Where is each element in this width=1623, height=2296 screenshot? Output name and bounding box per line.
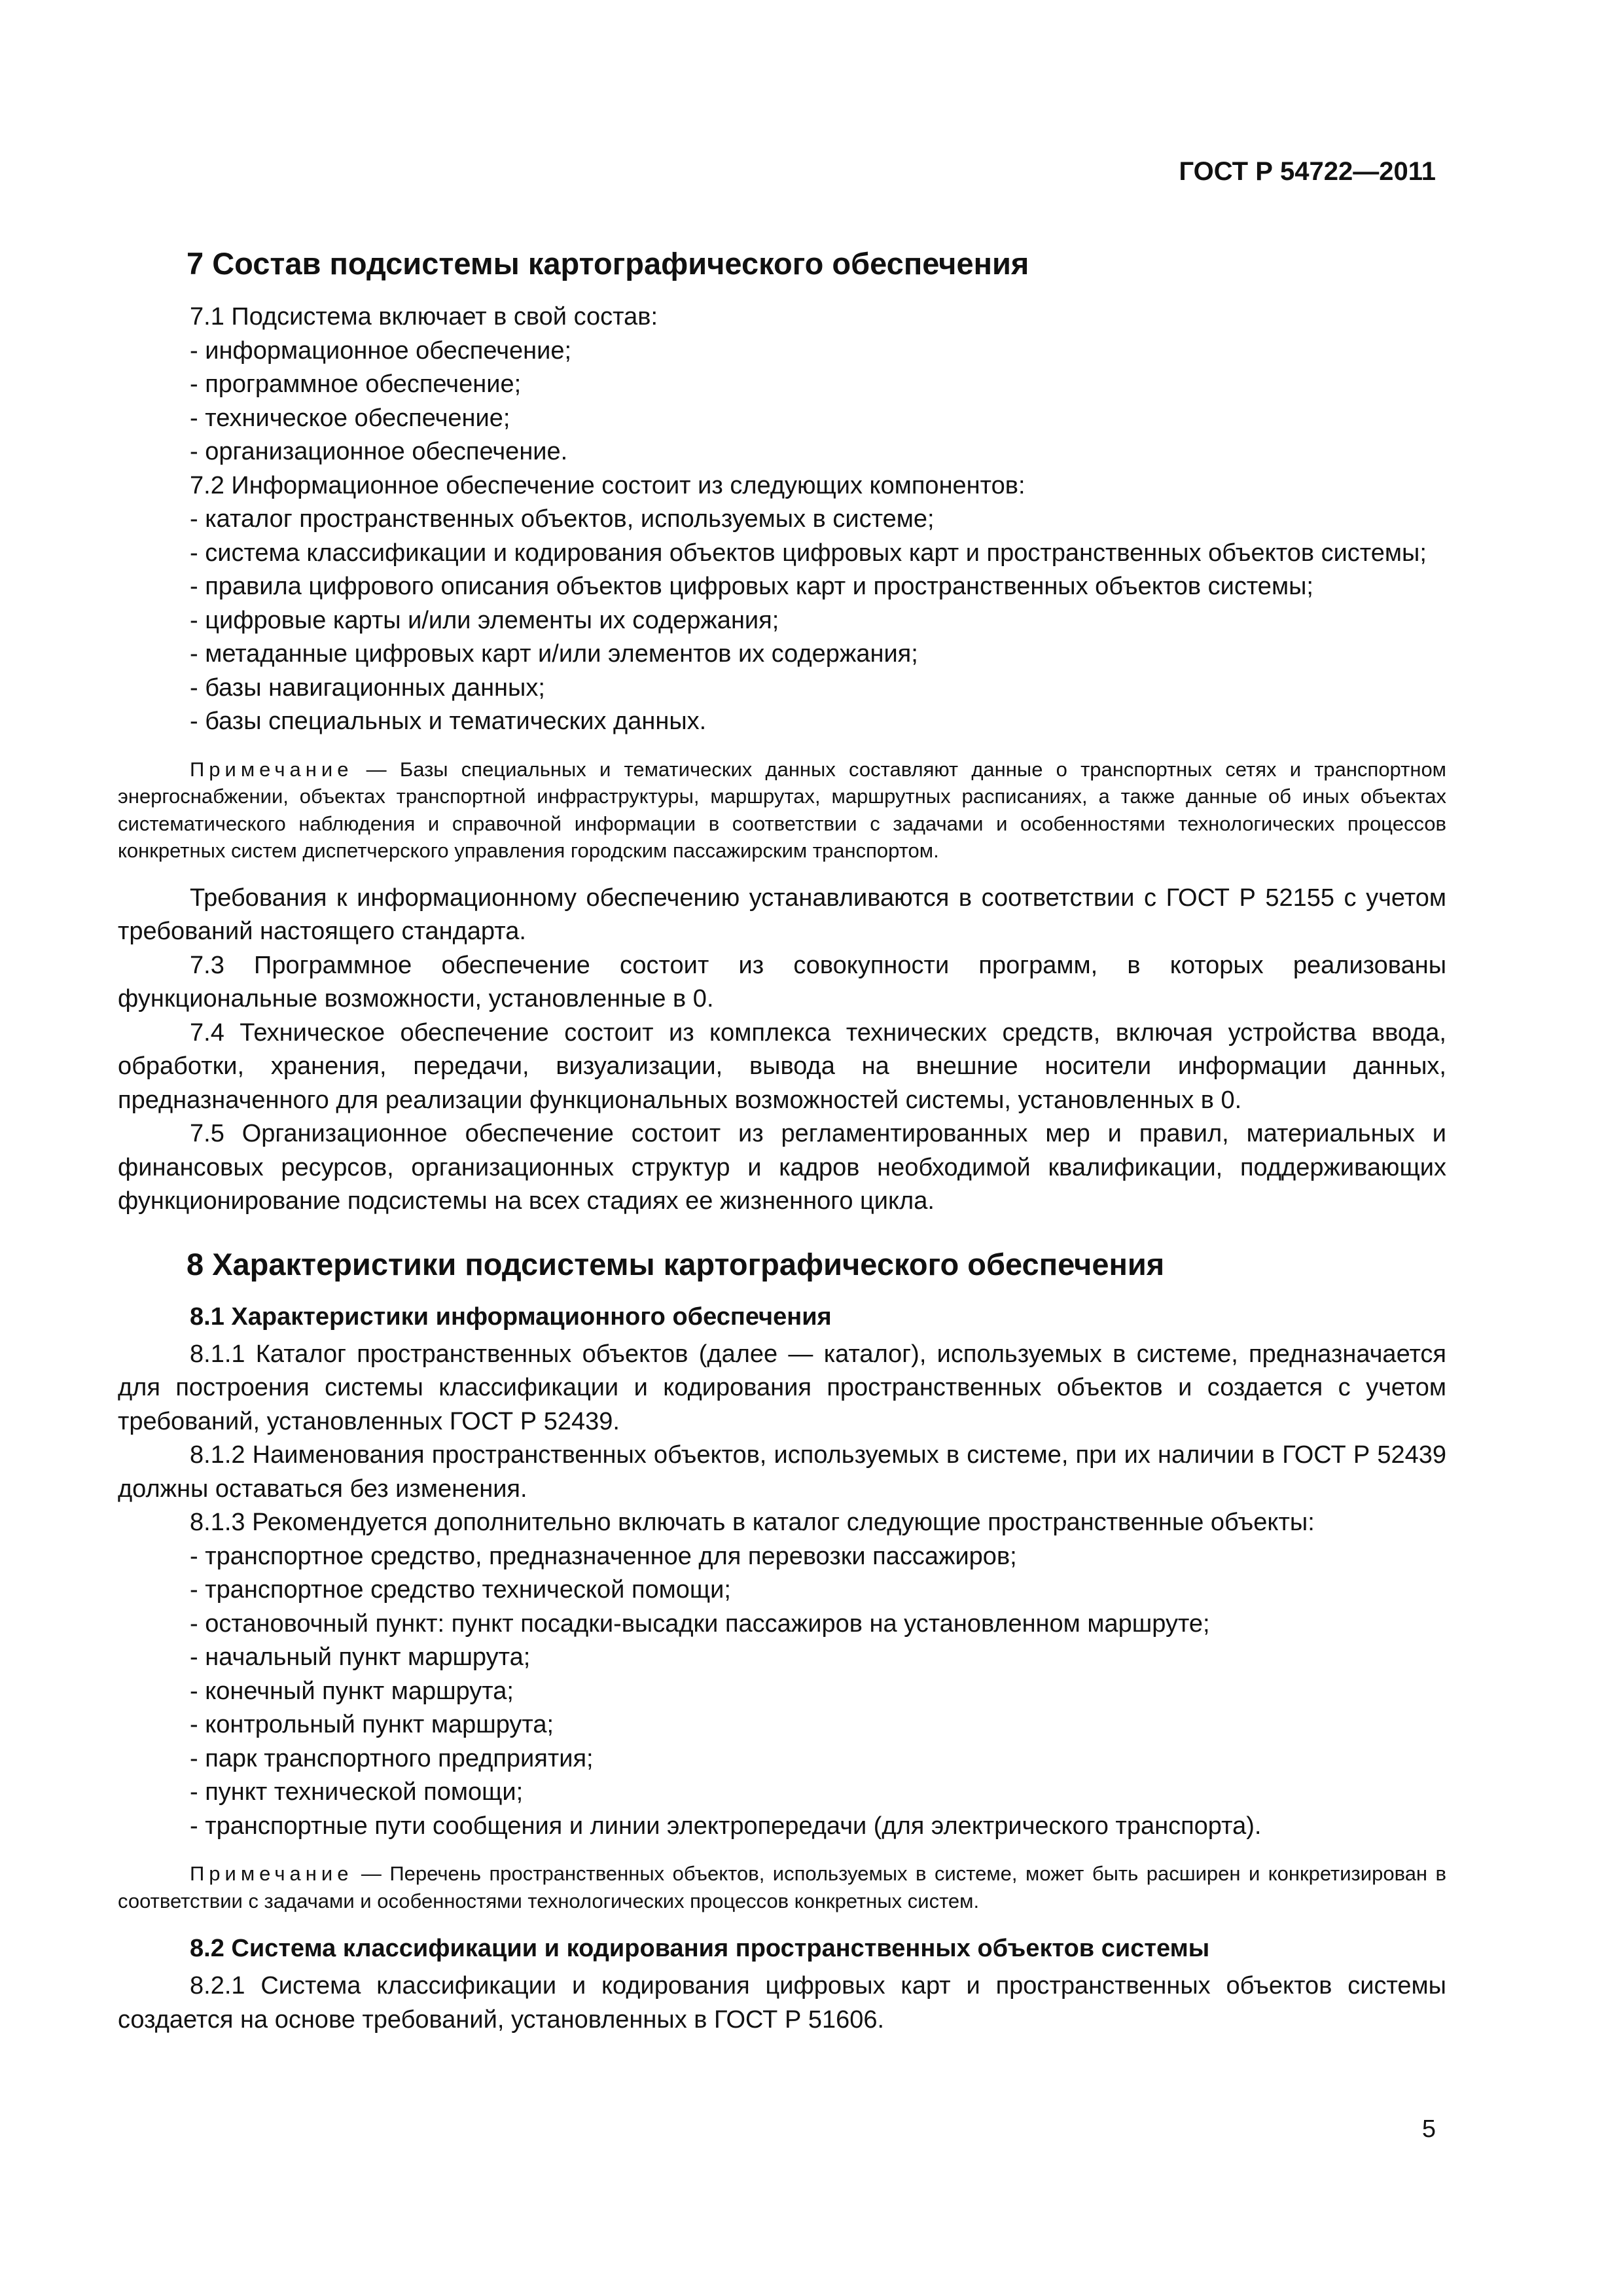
note-block: [118, 756, 1446, 865]
list-item: - транспортное средство технической помощи;: [190, 1576, 731, 1604]
list-item: - пункт технической помощи;: [190, 1778, 524, 1806]
note-text: — Базы специальных и тематических данных составляют данные о транспортных сетях и транспортном энергоснабжении, объектах транспортной инфраструктуры, маршрутах, маршрутных расписаниях, а также данные об иных объектах систематического наблюдения и справочной информации в соответствии с задачами и особенностями технологических процессов конкретных систем диспетчерского управления городским пассажирским транспортом.: [118, 757, 1446, 862]
section-7-title: 7 Состав подсистемы картографического обеспечения: [187, 246, 1029, 281]
note-text: — Перечень пространственных объектов, используемых в системе, может быть расширен и конкретизирован в соответствии с задачами и особенностями технологических процессов конкретных систем.: [118, 1862, 1446, 1912]
list-item: - парк транспортного предприятия;: [190, 1744, 594, 1772]
list-item: - программное обеспечение;: [190, 370, 522, 398]
list-item: - цифровые карты и/или элементы их содержания;: [190, 606, 779, 634]
list-item: - транспортное средство, предназначенное для перевозки пассажиров;: [190, 1542, 1017, 1570]
paragraph-8-1-2: 8.1.2 Наименования пространственных объектов, используемых в системе, при их наличии в ГОСТ Р 52439 должны оставаться без изменения.: [118, 1441, 1446, 1503]
list-item: - каталог пространственных объектов, используемых в системе;: [190, 505, 935, 533]
subsection-8-1-title: 8.1 Характеристики информационного обеспечения: [190, 1302, 832, 1331]
section-8-title: 8 Характеристики подсистемы картографического обеспечения: [187, 1246, 1165, 1282]
list-item: - остановочный пункт: пункт посадки-высадки пассажиров на установленном маршруте;: [190, 1609, 1210, 1638]
paragraph-7-2: 7.2 Информационное обеспечение состоит из следующих компонентов:: [190, 471, 1026, 499]
list-item: - правила цифрового описания объектов цифровых карт и пространственных объектов системы;: [190, 573, 1313, 600]
paragraph-requirements: Требования к информационному обеспечению устанавливаются в соответствии с ГОСТ Р 52155 с учетом требований настоящего стандарта.: [118, 884, 1446, 945]
list-item: - начальный пункт маршрута;: [190, 1643, 531, 1671]
list-item: - информационное обеспечение;: [190, 336, 572, 365]
list-item: - система классификации и кодирования объектов цифровых карт и пространственных объектов системы;: [190, 539, 1427, 567]
document-code: ГОСТ Р 54722—2011: [1179, 157, 1436, 186]
list-item: - базы специальных и тематических данных.: [190, 708, 707, 735]
paragraph-8-1-1: 8.1.1 Каталог пространственных объектов (далее — каталог), используемых в системе, предназначается для построения системы классификации и кодирования пространственных объектов и создается с учетом требований, установленных ГОСТ Р 52439.: [118, 1340, 1446, 1435]
list-item: - транспортные пути сообщения и линии электропередачи (для электрического транспорта).: [190, 1812, 1262, 1840]
document-body: [118, 232, 1446, 2037]
list-item: - конечный пункт маршрута;: [190, 1677, 514, 1705]
paragraph-8-1-3: 8.1.3 Рекомендуется дополнительно включать в каталог следующие пространственные объекты:: [190, 1509, 1315, 1536]
paragraph-8-2-1: 8.2.1 Система классификации и кодирования цифровых карт и пространственных объектов системы создается на основе требований, установленных в ГОСТ Р 51606.: [118, 1972, 1446, 2034]
paragraph-7-4: 7.4 Техническое обеспечение состоит из комплекса технических средств, включая устройства ввода, обработки, хранения, передачи, визуализации, вывода на внешние носители информации данных, предназначенного для реализации функциональных возможностей системы, установленных в 0.: [118, 1018, 1446, 1114]
page-number: 5: [1421, 2115, 1436, 2143]
list-item: - базы навигационных данных;: [190, 673, 545, 702]
list-item: - метаданные цифровых карт и/или элементов их содержания;: [190, 640, 918, 668]
note-label: Примечание: [190, 1862, 353, 1885]
list-item: - организационное обеспечение.: [190, 438, 568, 465]
list-item: - техническое обеспечение;: [190, 404, 510, 432]
list-item: - контрольный пункт маршрута;: [190, 1711, 554, 1738]
subsection-8-2-title: 8.2 Система классификации и кодирования пространственных объектов системы: [190, 1935, 1210, 1962]
paragraph-7-1: 7.1 Подсистема включает в свой состав:: [190, 303, 658, 331]
note-block: [118, 1860, 1446, 1914]
paragraph-7-3: 7.3 Программное обеспечение состоит из совокупности программ, в которых реализованы функциональные возможности, установленные в 0.: [118, 951, 1446, 1013]
note-label: Примечание: [190, 757, 353, 781]
paragraph-7-5: 7.5 Организационное обеспечение состоит из регламентированных мер и правил, материальных и финансовых ресурсов, организационных структур и кадров необходимой квалификации, поддерживающих функционирование подсистемы на всех стадиях ее жизненного цикла.: [118, 1120, 1446, 1215]
